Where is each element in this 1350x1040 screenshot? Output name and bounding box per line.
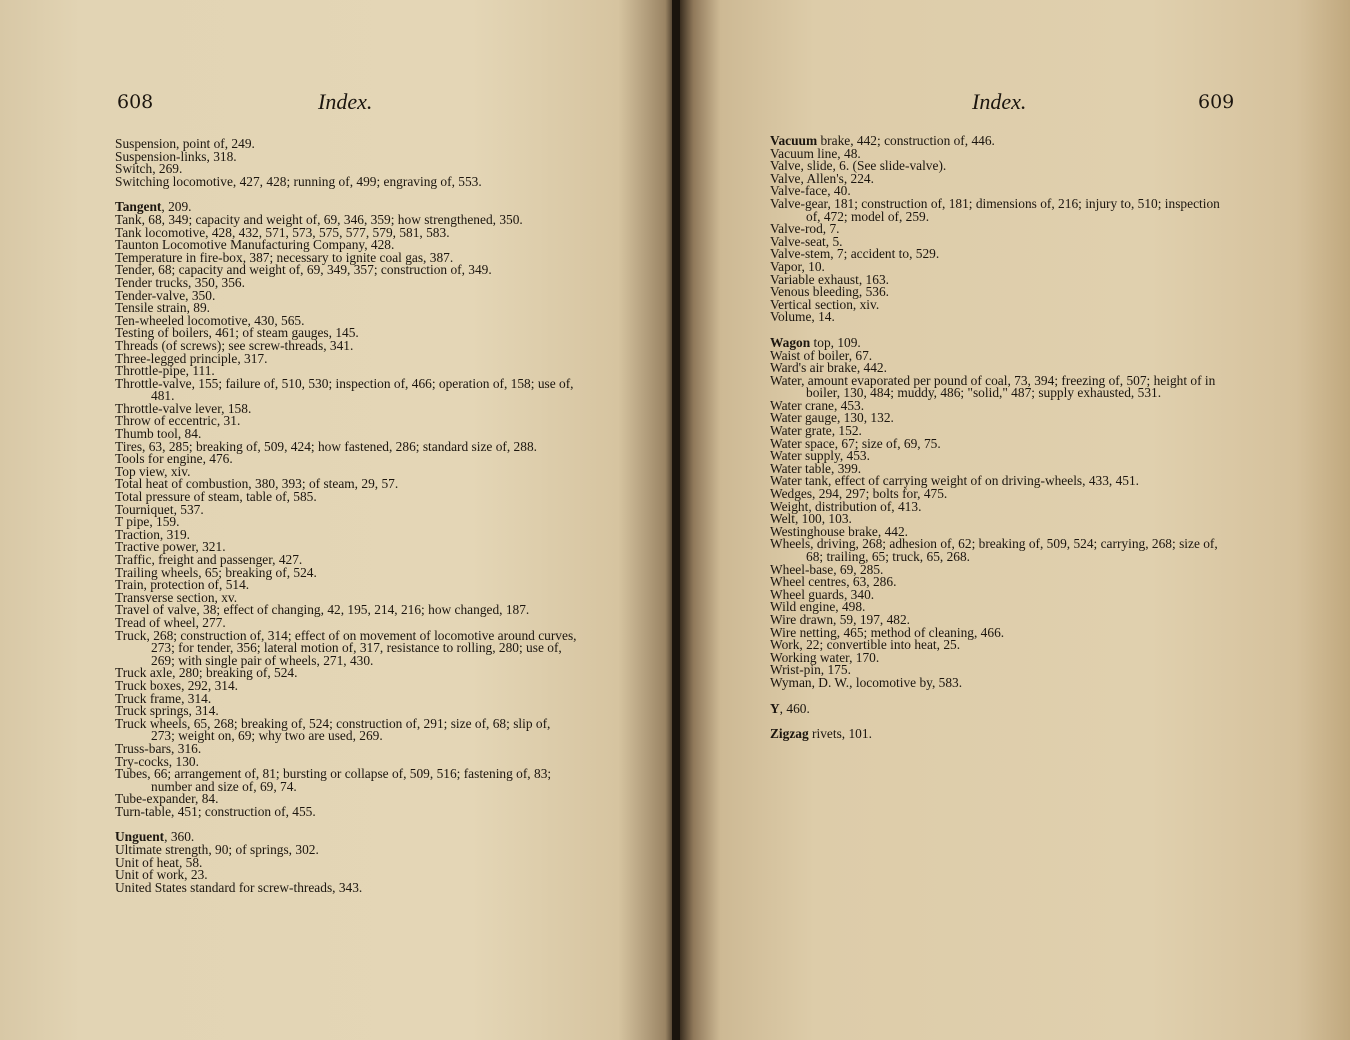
index-entry-text: brake, 442; construction of, 446. bbox=[817, 133, 995, 148]
index-entry-text: Truck springs, 314. bbox=[115, 703, 219, 719]
index-entry-text: Vacuum line, 48. bbox=[770, 145, 861, 161]
index-entry-text: Ultimate strength, 90; of springs, 302. bbox=[115, 842, 319, 858]
index-entry-text: Water space, 67; size of, 69, 75. bbox=[770, 435, 941, 451]
index-entry-text: Valve, slide, 6. (See slide-valve). bbox=[770, 158, 947, 174]
index-entry-text: Truck wheels, 65, 268; breaking of, 524; construction of, 291; size of, 68; slip of, 273; weight on, 69; why two are used, 269. bbox=[115, 715, 551, 744]
index-letter-heading: Tangent bbox=[115, 199, 162, 215]
index-entry-text: , 460. bbox=[779, 700, 810, 716]
index-entry-text: Valve-gear, 181; construction of, 181; dimensions of, 216; injury to, 510; inspection of, 472; model of, 259. bbox=[770, 195, 1220, 224]
index-entry-text: Truck axle, 280; breaking of, 524. bbox=[115, 665, 298, 681]
index-entry-text: Tires, 63, 285; breaking of, 509, 424; how fastened, 286; standard size of, 288. bbox=[115, 438, 537, 454]
page-title: Index. bbox=[318, 89, 373, 114]
index-entry-text: Water table, 399. bbox=[770, 460, 862, 476]
index-entry-text: Water grate, 152. bbox=[770, 423, 862, 439]
index-entry-text: Switching locomotive, 427, 428; running of, 499; engraving of, 553. bbox=[115, 173, 482, 189]
index-entry-text: Wild engine, 498. bbox=[770, 599, 866, 615]
index-entry-text: Variable exhaust, 163. bbox=[770, 271, 889, 287]
index-entry-text: Wheel guards, 340. bbox=[770, 586, 875, 602]
index-letter-heading: Zigzag bbox=[770, 726, 809, 742]
index-entry-text: Wire netting, 465; method of cleaning, 466. bbox=[770, 624, 1005, 640]
index-entry-text: Volume, 14. bbox=[770, 309, 835, 325]
index-entry-text: Water tank, effect of carrying weight of on driving-wheels, 433, 451. bbox=[770, 473, 1140, 489]
left-page bbox=[0, 0, 672, 1040]
index-entry-text: , 209. bbox=[161, 199, 192, 215]
page-number: 609 bbox=[1198, 91, 1235, 113]
index-entry-text: Three-legged principle, 317. bbox=[115, 350, 268, 366]
index-entry-text: Traction, 319. bbox=[115, 526, 191, 542]
index-entry-text: Suspension-links, 318. bbox=[115, 148, 237, 164]
index-entry-text: Working water, 170. bbox=[770, 649, 880, 665]
index-entry-text: Valve-face, 40. bbox=[770, 183, 851, 199]
index-entry-text: Work, 22; convertible into heat, 25. bbox=[770, 637, 961, 653]
index-entry-text: United States standard for screw-threads, 343. bbox=[115, 879, 363, 895]
index-entry-text: Ten-wheeled locomotive, 430, 565. bbox=[115, 312, 305, 328]
index-letter-heading: Y bbox=[770, 700, 780, 716]
index-entry-text: Tensile strain, 89. bbox=[115, 300, 211, 316]
index-entry-text: Transverse section, xv. bbox=[115, 589, 238, 605]
index-entry-text: Tank locomotive, 428, 432, 571, 573, 575, 577, 579, 581, 583. bbox=[115, 224, 450, 240]
index-entry bbox=[770, 700, 1232, 716]
index-entry-text: Suspension, point of, 249. bbox=[115, 136, 255, 151]
index-entry-text: Truck, 268; construction of, 314; effect of on movement of locomotive around curves, 273; for tender, 356; lateral motion of, 317, resistance to rolling, 280; use of, 269; with single pair of wheels, 271, 430. bbox=[115, 627, 577, 668]
index-entry bbox=[770, 538, 1232, 563]
index-entry-text: Valve, Allen's, 224. bbox=[770, 170, 874, 186]
index-entry bbox=[770, 728, 1232, 741]
index-entry-text: Vertical section, xiv. bbox=[770, 296, 880, 312]
index-entry-text: Truss-bars, 316. bbox=[115, 740, 202, 756]
index-entry-text: Wheels, driving, 268; adhesion of, 62; breaking of, 509, 524; carrying, 268; size of, 68; trailing, 65; truck, 65, 268. bbox=[770, 536, 1218, 564]
index-entry bbox=[770, 311, 1232, 324]
index-entry-text: Truck frame, 314. bbox=[115, 690, 212, 706]
index-entry-text: Traffic, freight and passenger, 427. bbox=[115, 552, 303, 567]
index-entry bbox=[770, 195, 1232, 224]
index-list bbox=[115, 138, 577, 894]
index-entry-text: Welt, 100, 103. bbox=[770, 511, 852, 527]
index-entry-text: Top view, xiv. bbox=[115, 463, 191, 479]
index-entry-text: rivets, 101. bbox=[808, 726, 872, 742]
index-entry-text: Westinghouse brake, 442. bbox=[770, 523, 909, 539]
index-entry bbox=[115, 715, 577, 744]
right-page bbox=[680, 0, 1350, 1040]
index-entry-text: Water, amount evaporated per pound of coal, 73, 394; freezing of, 507; height of in boiler, 130, 484; muddy, 486; "solid," 487; supply exhausted, 531. bbox=[770, 372, 1216, 401]
index-entry-text: Tender trucks, 350, 356. bbox=[115, 274, 245, 290]
index-entry-text: , 360. bbox=[164, 829, 195, 845]
index-entry-text: Throw of eccentric, 31. bbox=[115, 413, 241, 429]
index-entry-text: Total pressure of steam, table of, 585. bbox=[115, 489, 317, 505]
index-entry-text: Total heat of combustion, 380, 393; of steam, 29, 57. bbox=[115, 476, 399, 492]
index-entry-text: Valve-rod, 7. bbox=[770, 221, 840, 237]
index-entry bbox=[770, 372, 1232, 401]
index-entry bbox=[115, 148, 577, 164]
index-entry-text: Try-cocks, 130. bbox=[115, 753, 199, 769]
index-entry-text: Tractive power, 321. bbox=[115, 539, 226, 555]
index-entry-text: Valve-stem, 7; accident to, 529. bbox=[770, 246, 940, 262]
index-entry-text: Tank, 68, 349; capacity and weight of, 69, 346, 359; how strengthened, 350. bbox=[115, 211, 523, 227]
index-entry bbox=[115, 501, 577, 517]
index-entry-text: Wheel-base, 69, 285. bbox=[770, 561, 884, 577]
index-entry-text: Waist of boiler, 67. bbox=[770, 347, 873, 363]
index-letter-heading: Unguent bbox=[115, 829, 165, 845]
index-entry-text: Temperature in fire-box, 387; necessary to ignite coal gas, 387. bbox=[115, 249, 454, 265]
index-entry-text: Vapor, 10. bbox=[770, 258, 825, 274]
index-entry bbox=[770, 296, 1232, 312]
index-entry-text: Wedges, 294, 297; bolts for, 475. bbox=[770, 486, 948, 502]
index-entry-text: Water supply, 453. bbox=[770, 448, 870, 464]
index-entry bbox=[115, 627, 577, 668]
index-entry-text: Trailing wheels, 65; breaking of, 524. bbox=[115, 564, 317, 580]
index-entry-text: T pipe, 159. bbox=[115, 514, 180, 530]
index-entry-text: Tools for engine, 476. bbox=[115, 451, 233, 467]
index-entry bbox=[115, 803, 577, 819]
index-entry-text: top, 109. bbox=[810, 334, 861, 350]
index-entry bbox=[770, 674, 1232, 690]
index-entry-text: Wire drawn, 59, 197, 482. bbox=[770, 611, 911, 627]
index-entry-text: Wrist-pin, 175. bbox=[770, 662, 851, 678]
index-entry-text: Venous bleeding, 536. bbox=[770, 284, 890, 300]
index-entry-text: Turn-table, 451; construction of, 455. bbox=[115, 803, 316, 819]
index-entry-text: Wheel centres, 63, 286. bbox=[770, 574, 897, 590]
index-entry-text: Valve-seat, 5. bbox=[770, 233, 843, 249]
index-entry bbox=[115, 879, 577, 895]
index-entry-text: Wyman, D. W., locomotive by, 583. bbox=[770, 674, 963, 690]
index-entry-text: Tender-valve, 350. bbox=[115, 287, 216, 303]
index-entry-text: Travel of valve, 38; effect of changing, 42, 195, 214, 216; how changed, 187. bbox=[115, 602, 530, 618]
index-entry-text: Ward's air brake, 442. bbox=[770, 360, 887, 376]
index-entry-text: Throttle-valve, 155; failure of, 510, 530; inspection of, 466; operation of, 158; use of, 481. bbox=[115, 375, 574, 404]
index-entry-text: Thumb tool, 84. bbox=[115, 426, 202, 442]
index-entry-text: Tread of wheel, 277. bbox=[115, 614, 226, 630]
index-entry-text: Truck boxes, 292, 314. bbox=[115, 677, 238, 693]
index-entry-text: Weight, distribution of, 413. bbox=[770, 498, 922, 514]
index-entry-text: Switch, 269. bbox=[115, 161, 183, 177]
index-list bbox=[770, 135, 1232, 741]
index-entry-text: Water gauge, 130, 132. bbox=[770, 410, 894, 426]
index-entry-text: Tube-expander, 84. bbox=[115, 791, 219, 807]
index-letter-heading: Vacuum bbox=[770, 133, 818, 148]
index-entry-text: Throttle-pipe, 111. bbox=[115, 363, 215, 379]
index-letter-heading: Wagon bbox=[770, 334, 811, 350]
index-entry bbox=[115, 173, 577, 189]
index-entry bbox=[770, 248, 1232, 261]
index-entry-text: Tubes, 66; arrangement of, 81; bursting or collapse of, 509, 516; fastening of, 83; number and size of, 69, 74. bbox=[115, 766, 552, 794]
index-entry-text: Train, protection of, 514. bbox=[115, 577, 250, 593]
index-entry-text: Water crane, 453. bbox=[770, 397, 865, 413]
index-entry-text: Threads (of screws); see screw-threads, 341. bbox=[115, 337, 354, 353]
index-entry-text: Testing of boilers, 461; of steam gauges, 145. bbox=[115, 325, 359, 341]
index-entry-text: Tourniquet, 537. bbox=[115, 501, 204, 517]
page-title: Index. bbox=[972, 89, 1027, 114]
index-entry bbox=[115, 375, 577, 404]
book-gutter bbox=[672, 0, 680, 1040]
index-entry-text: Tender, 68; capacity and weight of, 69, 349, 357; construction of, 349. bbox=[115, 262, 492, 278]
index-entry bbox=[115, 768, 577, 793]
index-entry-text: Taunton Locomotive Manufacturing Company, 428. bbox=[115, 237, 395, 253]
index-entry-text: Unit of work, 23. bbox=[115, 867, 208, 883]
page-number: 608 bbox=[117, 91, 154, 113]
index-entry-text: Unit of heat, 58. bbox=[115, 854, 203, 870]
index-entry-text: Throttle-valve lever, 158. bbox=[115, 400, 252, 416]
